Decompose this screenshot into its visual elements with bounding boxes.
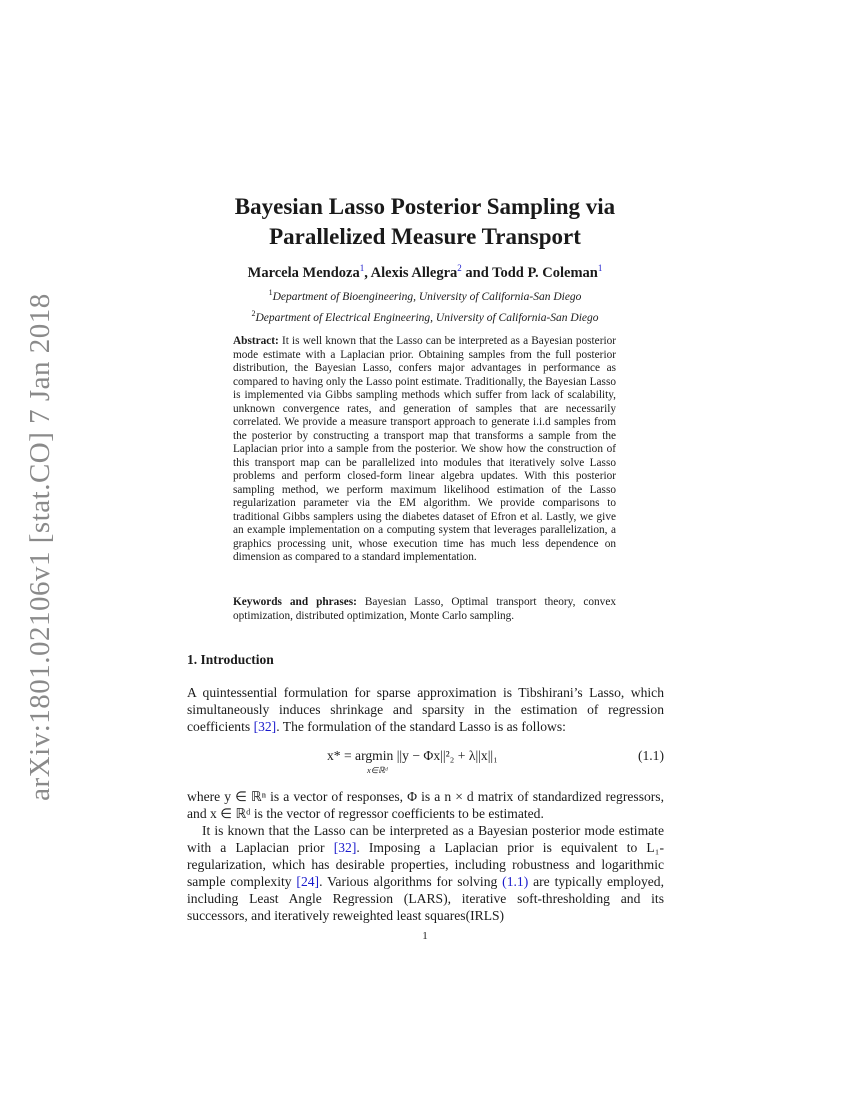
affiliation-mark: 1 [597, 263, 603, 273]
equation-reference-link[interactable]: (1.1) [502, 874, 529, 889]
affiliation-1 [150, 288, 700, 303]
affiliation-mark: 2 [251, 309, 256, 318]
author-separator: and [461, 264, 493, 281]
affiliation-mark: 2 [457, 263, 462, 273]
citation-link[interactable]: [24] [296, 874, 320, 889]
citation-link[interactable]: [32] [253, 719, 277, 734]
paragraph-text: are typically employed, including Least Angle Regression (LARS), iterative soft-thresholding and its successors, and iteratively reweighted least squares(IRLS) [187, 874, 665, 923]
affiliation-text: Department of Electrical Engineering, University of California-San Diego [255, 311, 599, 324]
paragraph-text: . The formulation of the standard Lasso is as follows: [276, 719, 566, 734]
arxiv-identifier: arXiv:1801.02106v1 [stat.CO] 7 Jan 2018 [24, 293, 56, 801]
paragraph-text: A quintessential formulation for sparse approximation is Tibshirani’s Lasso, which simultaneously induces shrinkage and sparsity in the estimation of regression coefficients [187, 685, 664, 734]
keywords [233, 596, 616, 623]
section-heading: 1. Introduction [187, 652, 274, 667]
author-name: Marcela Mendoza [247, 264, 360, 281]
keywords-label: Keywords and phrases: [233, 596, 357, 608]
author-list [150, 263, 700, 282]
affiliation-2 [150, 309, 700, 324]
equation-formula: x* = argmin ||y − Φx||²₂ + λ||x||₁ [327, 748, 498, 763]
equation-1-1 [187, 748, 664, 782]
title-line-1: Bayesian Lasso Posterior Sampling via [234, 194, 616, 219]
abstract-text: It is well known that the Lasso can be interpreted as a Bayesian posterior mode estimate with a Laplacian prior. Obtaining samples from the full posterior distribution, the Bayesian Lasso, confers major advantages in performance as compared to having only the Lasso point estimate. Traditionally, the Bayesian Lasso is implemented via Gibbs sampling methods which suffer from lack of scalability, unknown convergence rates, and generation of samples that are necessarily correlated. We provide a measure transport approach to generate i.i.d samples from the posterior by constructing a transport map that transforms a sample from the Laplacian prior into a sample from the posterior. We show how the construction of this transport map can be parallelized into modules that iteratively solve Lasso problems and perform closed-form linear algebra updates. With this posterior sampling method, we perform maximum likelihood estimation of the Lasso regularization parameter via the EM algorithm. We provide comparisons to traditional Gibbs samplers using the diabetes dataset of Efron et al. Lastly, we give an example implementation on a computing system that leverages parallelization, a graphics processing unit, whose execution time has much less dependence on dimension as compared to a standard implementation. [233, 335, 616, 563]
paragraph-text: It is known that the Lasso can be interpreted as a Bayesian posterior mode estimate with a Laplacian prior [187, 823, 664, 855]
affiliation-mark: 1 [268, 288, 273, 297]
paragraph-3 [187, 822, 664, 924]
equation-number: (1.1) [637, 748, 664, 763]
equation-subscript: x∈ℝᵈ [367, 765, 388, 775]
abstract-label: Abstract: [233, 335, 279, 347]
title-line-2: Parallelized Measure Transport [269, 224, 581, 249]
author-name: Todd P. Coleman [492, 264, 598, 281]
author-name: Alexis Allegra [370, 264, 458, 281]
paragraph-text: . Imposing a Laplacian prior is equivalent to L₁-regularization, which has desirable properties, including robustness and logarithmic sample complexity [187, 840, 664, 889]
keywords-text: Bayesian Lasso, Optimal transport theory, convex optimization, distributed optimization, Monte Carlo sampling. [233, 596, 616, 622]
affiliation-text: Department of Bioengineering, University of California-San Diego [272, 290, 582, 303]
paragraph-2: where y ∈ ℝⁿ is a vector of responses, Φ is a n × d matrix of standardized regressors, and x ∈ ℝᵈ is the vector of regressor coefficients to be estimated. [187, 789, 664, 821]
paragraph-1 [187, 684, 664, 735]
paragraph-text: . Various algorithms for solving [319, 874, 503, 889]
citation-link[interactable]: [32] [333, 840, 357, 855]
page-number: 1 [422, 930, 428, 942]
author-separator: , [364, 264, 371, 281]
paper-title [150, 192, 700, 252]
abstract [233, 335, 616, 565]
affiliation-mark: 1 [359, 263, 365, 273]
